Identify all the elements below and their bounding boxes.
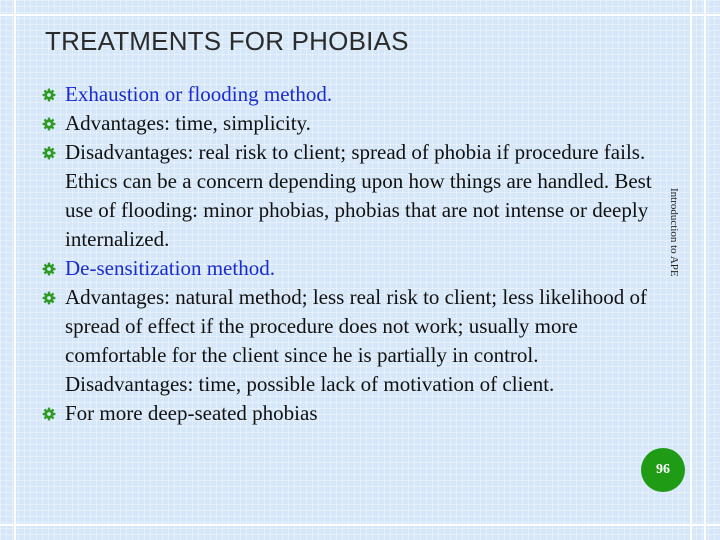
gear-icon xyxy=(42,146,56,160)
bullet-text: Disadvantages: real risk to client; spread of phobia if procedure fails. Ethics can be a concern depending upon how things are handled. Best use of flooding: minor phobias, phobias that are not intense or deeply internalized. xyxy=(65,140,652,251)
bullet-item xyxy=(42,399,654,428)
frame-line-top xyxy=(0,14,720,16)
gear-icon xyxy=(42,407,56,421)
bullet-text: Advantages: time, simplicity. xyxy=(65,111,311,135)
side-label: Introduction to APE xyxy=(668,188,680,277)
bullet-text: For more deep-seated phobias xyxy=(65,401,318,425)
bullet-item xyxy=(42,138,654,254)
gear-icon xyxy=(42,88,56,102)
sidebar-divider xyxy=(690,0,692,540)
bullet-item xyxy=(42,109,654,138)
gear-icon xyxy=(42,117,56,131)
frame-line-right xyxy=(704,0,706,540)
bullet-item xyxy=(42,254,654,283)
bullet-text: Exhaustion or flooding method. xyxy=(65,82,333,106)
gear-icon xyxy=(42,291,56,305)
gear-icon xyxy=(42,262,56,276)
bullet-item xyxy=(42,80,654,109)
bullet-text: Advantages: natural method; less real risk to client; less likelihood of spread of effect if the procedure does not work; usually more comfortable for the client since he is partially in control. Disadvantages: time, possible lack of motivation of client. xyxy=(65,285,648,396)
bullet-text: De-sensitization method. xyxy=(65,256,275,280)
page-number-badge: 96 xyxy=(641,448,685,492)
slide-content xyxy=(42,80,654,428)
slide-title: TREATMENTS FOR PHOBIAS xyxy=(45,26,409,56)
frame-line-left xyxy=(14,0,16,540)
bullet-item xyxy=(42,283,654,399)
bullet-list xyxy=(42,80,654,428)
frame-line-bottom xyxy=(0,524,720,526)
